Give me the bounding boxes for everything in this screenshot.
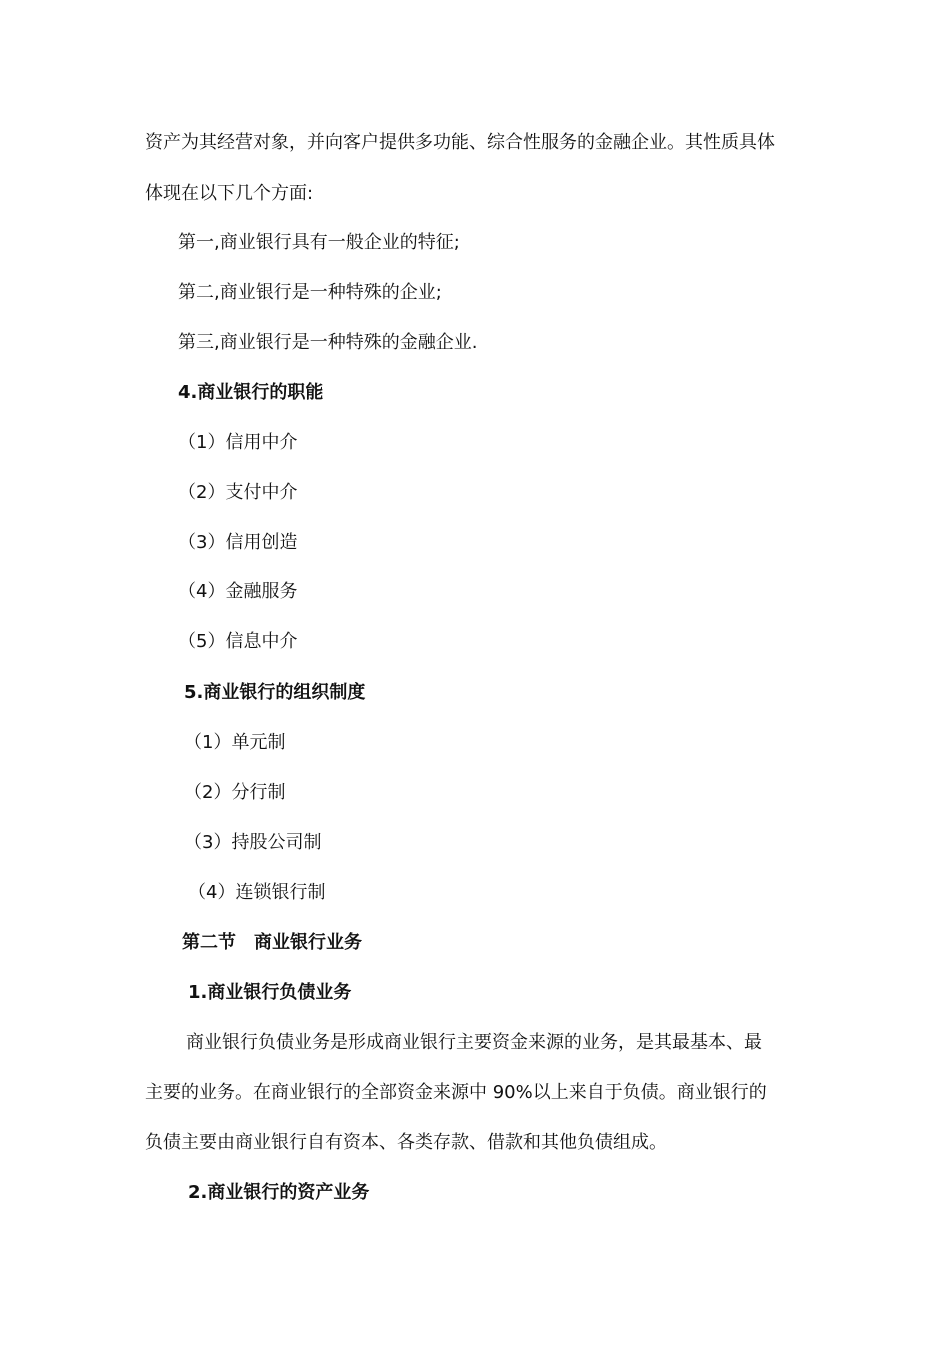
section-4-item-4: （4）金融服务	[178, 581, 298, 602]
section-5-heading: 5.商业银行的组织制度	[184, 682, 366, 703]
subsection-1-paragraph-line-1: 商业银行负债业务是形成商业银行主要资金来源的业务，是其最基本、最	[186, 1032, 762, 1053]
nature-point-1: 第一,商业银行具有一般企业的特征;	[178, 232, 460, 253]
chapter-2-heading: 第二节 商业银行业务	[182, 932, 362, 953]
section-4-item-5: （5）信息中介	[178, 631, 298, 652]
section-5-item-3: （3）持股公司制	[184, 832, 322, 853]
section-4-heading: 4.商业银行的职能	[178, 382, 324, 403]
section-4-item-2: （2）支付中介	[178, 482, 298, 503]
section-5-item-4: （4）连锁银行制	[188, 882, 326, 903]
nature-point-2: 第二,商业银行是一种特殊的企业;	[178, 282, 442, 303]
section-4-item-1: （1）信用中介	[178, 432, 298, 453]
subsection-1-paragraph-line-3: 负债主要由商业银行自有资本、各类存款、借款和其他负债组成。	[145, 1132, 667, 1153]
section-5-item-2: （2）分行制	[184, 782, 286, 803]
intro-line-1: 资产为其经营对象，并向客户提供多功能、综合性服务的金融企业。其性质具体	[145, 132, 775, 153]
subsection-1-paragraph-line-2: 主要的业务。在商业银行的全部资金来源中 90%以上来自于负债。商业银行的	[145, 1082, 767, 1103]
intro-line-2: 体现在以下几个方面:	[145, 183, 314, 204]
section-4-item-3: （3）信用创造	[178, 532, 298, 553]
section-5-item-1: （1）单元制	[184, 732, 286, 753]
subsection-1-heading: 1.商业银行负债业务	[188, 982, 352, 1003]
subsection-2-heading: 2.商业银行的资产业务	[188, 1182, 370, 1203]
nature-point-3: 第三,商业银行是一种特殊的金融企业.	[178, 332, 478, 353]
